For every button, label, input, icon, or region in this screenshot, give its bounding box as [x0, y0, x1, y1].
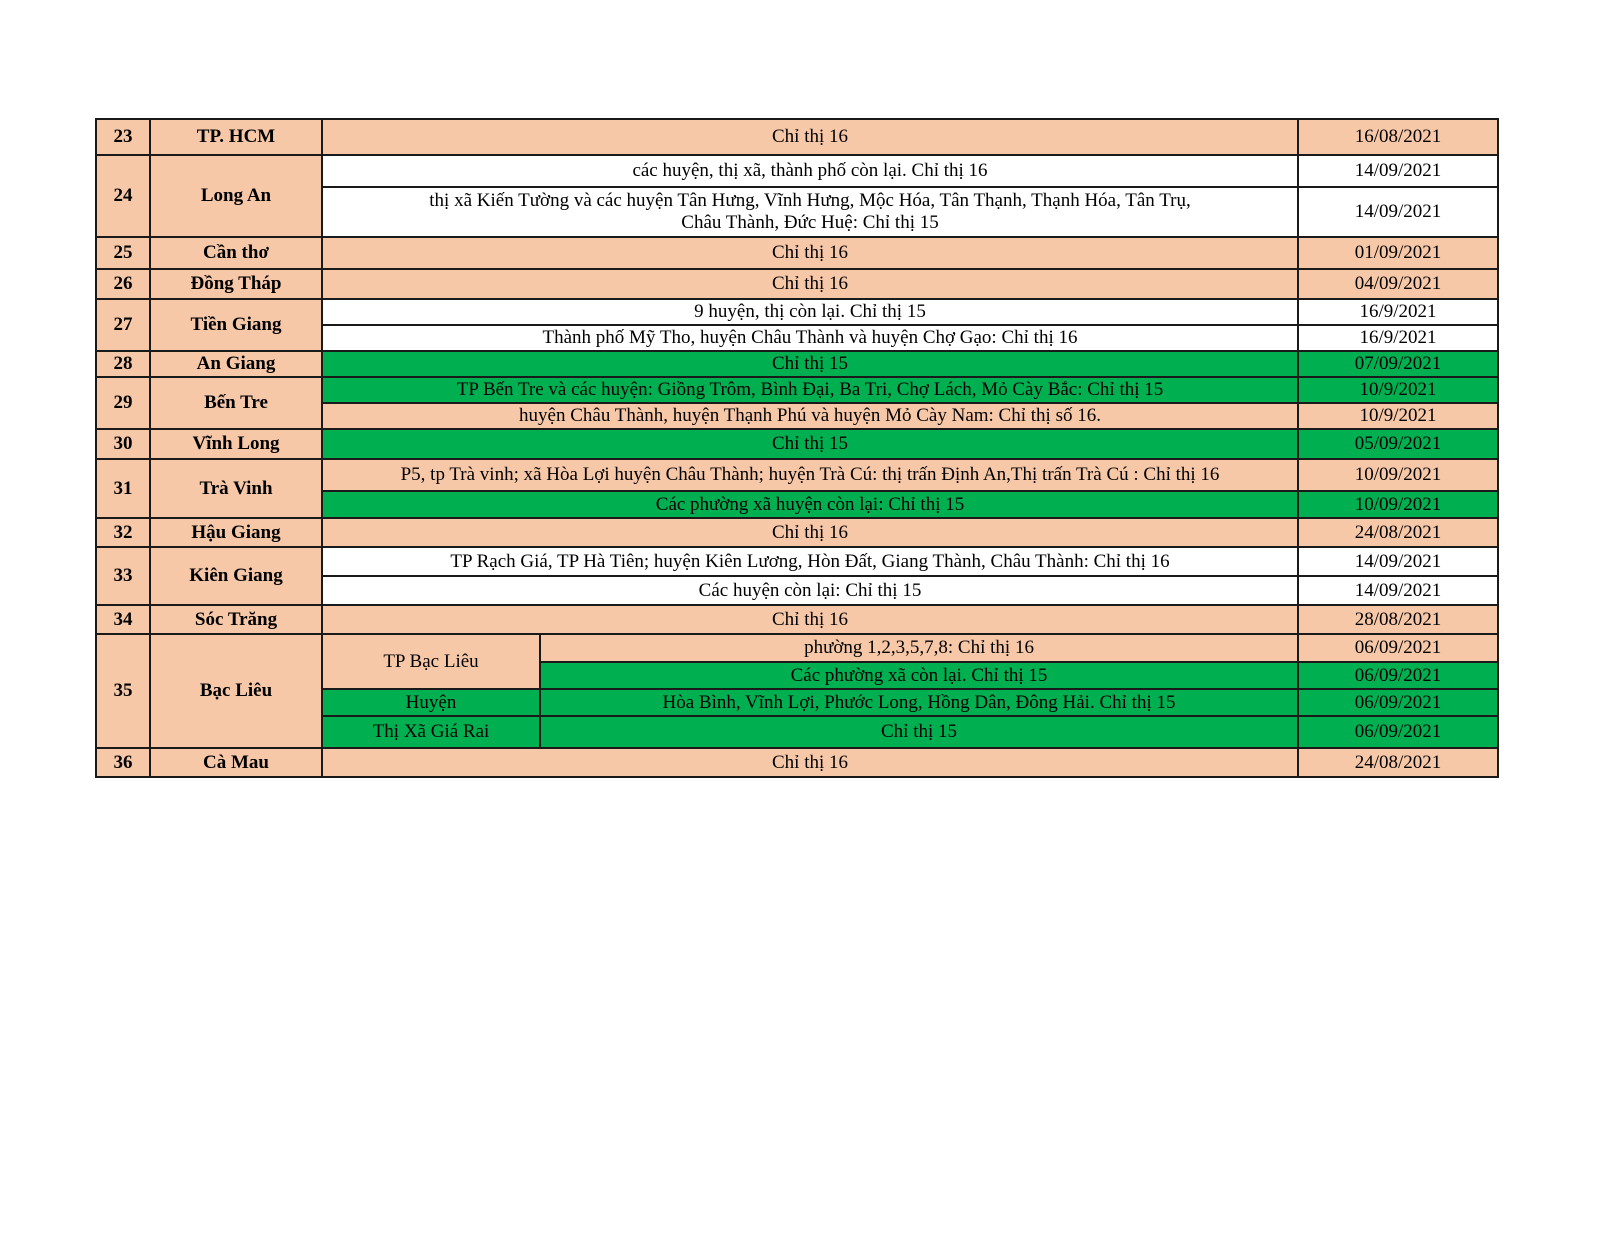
row-number: 35: [96, 634, 150, 748]
sub-area-name: Huyện: [322, 689, 540, 716]
row-number: 32: [96, 518, 150, 547]
area-directive-line-1: thị xã Kiến Tường và các huyện Tân Hưng, Vĩnh Hưng, Mộc Hóa, Tân Thạnh, Thạnh Hóa, Tân Trụ,: [429, 190, 1191, 211]
effective-date: 28/08/2021: [1298, 605, 1498, 634]
area-directive: Chỉ thị 16: [322, 237, 1298, 269]
table-row: [96, 547, 1498, 576]
row-number: 30: [96, 429, 150, 459]
province-name: Long An: [150, 155, 322, 237]
table-row: [96, 605, 1498, 634]
row-number: 28: [96, 351, 150, 377]
row-number: 26: [96, 269, 150, 299]
table-row: [96, 269, 1498, 299]
effective-date: 14/09/2021: [1298, 576, 1498, 605]
effective-date: 06/09/2021: [1298, 716, 1498, 748]
province-name: Tiền Giang: [150, 299, 322, 351]
effective-date: 14/09/2021: [1298, 155, 1498, 187]
area-directive: các huyện, thị xã, thành phố còn lại. Chỉ thị 16: [322, 155, 1298, 187]
effective-date: 10/09/2021: [1298, 459, 1498, 491]
area-directive: Chỉ thị 16: [322, 119, 1298, 155]
effective-date: 10/9/2021: [1298, 377, 1498, 403]
area-directive: Thành phố Mỹ Tho, huyện Châu Thành và huyện Chợ Gạo: Chỉ thị 16: [322, 325, 1298, 351]
table-row: [96, 237, 1498, 269]
area-directive: phường 1,2,3,5,7,8: Chỉ thị 16: [540, 634, 1298, 662]
area-directive: Hòa Bình, Vĩnh Lợi, Phước Long, Hồng Dân, Đông Hải. Chỉ thị 15: [540, 689, 1298, 716]
directive-status-table: [95, 118, 1499, 778]
province-name: Cà Mau: [150, 748, 322, 777]
row-number: 25: [96, 237, 150, 269]
effective-date: 10/9/2021: [1298, 403, 1498, 429]
province-name: An Giang: [150, 351, 322, 377]
area-directive-line-2: Châu Thành, Đức Huệ: Chỉ thị 15: [681, 212, 939, 233]
row-number: 36: [96, 748, 150, 777]
province-name: Sóc Trăng: [150, 605, 322, 634]
area-directive: 9 huyện, thị còn lại. Chỉ thị 15: [322, 299, 1298, 325]
effective-date: 14/09/2021: [1298, 547, 1498, 576]
effective-date: 05/09/2021: [1298, 429, 1498, 459]
area-directive: Chỉ thị 16: [322, 518, 1298, 547]
area-directive: Các huyện còn lại: Chỉ thị 15: [322, 576, 1298, 605]
effective-date: 06/09/2021: [1298, 689, 1498, 716]
province-name: Bạc Liêu: [150, 634, 322, 748]
sub-area-name: TP Bạc Liêu: [322, 634, 540, 689]
row-number: 34: [96, 605, 150, 634]
province-name: Cần thơ: [150, 237, 322, 269]
table-row: [96, 119, 1498, 155]
area-directive: Chỉ thị 15: [322, 351, 1298, 377]
effective-date: 16/08/2021: [1298, 119, 1498, 155]
effective-date: 16/9/2021: [1298, 325, 1498, 351]
effective-date: 24/08/2021: [1298, 748, 1498, 777]
province-name: Bến Tre: [150, 377, 322, 429]
table-row: [96, 155, 1498, 187]
table-row: [96, 429, 1498, 459]
province-name: Vĩnh Long: [150, 429, 322, 459]
area-directive: Chỉ thị 15: [540, 716, 1298, 748]
table-row: [96, 299, 1498, 325]
row-number: 31: [96, 459, 150, 518]
effective-date: 01/09/2021: [1298, 237, 1498, 269]
row-number: 23: [96, 119, 150, 155]
effective-date: 16/9/2021: [1298, 299, 1498, 325]
province-name: TP. HCM: [150, 119, 322, 155]
table-row: [96, 459, 1498, 491]
province-name: Đồng Tháp: [150, 269, 322, 299]
province-name: Kiên Giang: [150, 547, 322, 605]
area-directive: huyện Châu Thành, huyện Thạnh Phú và huyện Mỏ Cày Nam: Chỉ thị số 16.: [322, 403, 1298, 429]
effective-date: 06/09/2021: [1298, 662, 1498, 689]
area-directive: P5, tp Trà vinh; xã Hòa Lợi huyện Châu Thành; huyện Trà Cú: thị trấn Định An,Thị trấn Trà Cú : Chỉ thị 16: [322, 459, 1298, 491]
province-name: Hậu Giang: [150, 518, 322, 547]
effective-date: 10/09/2021: [1298, 491, 1498, 518]
area-directive: TP Bến Tre và các huyện: Giồng Trôm, Bình Đại, Ba Tri, Chợ Lách, Mỏ Cày Bắc: Chỉ thị 15: [322, 377, 1298, 403]
area-directive: Chỉ thị 15: [322, 429, 1298, 459]
effective-date: 24/08/2021: [1298, 518, 1498, 547]
effective-date: 04/09/2021: [1298, 269, 1498, 299]
table-row: [96, 748, 1498, 777]
area-directive: Chỉ thị 16: [322, 269, 1298, 299]
table-row: [96, 518, 1498, 547]
sub-area-name: Thị Xã Giá Rai: [322, 716, 540, 748]
row-number: 24: [96, 155, 150, 237]
province-name: Trà Vinh: [150, 459, 322, 518]
effective-date: 14/09/2021: [1298, 187, 1498, 237]
area-directive: [322, 187, 1298, 237]
area-directive: Chỉ thị 16: [322, 605, 1298, 634]
area-directive: Chỉ thị 16: [322, 748, 1298, 777]
area-directive: TP Rạch Giá, TP Hà Tiên; huyện Kiên Lương, Hòn Đất, Giang Thành, Châu Thành: Chỉ thị 16: [322, 547, 1298, 576]
effective-date: 07/09/2021: [1298, 351, 1498, 377]
row-number: 27: [96, 299, 150, 351]
row-number: 33: [96, 547, 150, 605]
table-row: [96, 377, 1498, 403]
table-row: [96, 351, 1498, 377]
row-number: 29: [96, 377, 150, 429]
table-row: [96, 634, 1498, 662]
area-directive: Các phường xã huyện còn lại: Chỉ thị 15: [322, 491, 1298, 518]
effective-date: 06/09/2021: [1298, 634, 1498, 662]
area-directive: Các phường xã còn lại. Chỉ thị 15: [540, 662, 1298, 689]
